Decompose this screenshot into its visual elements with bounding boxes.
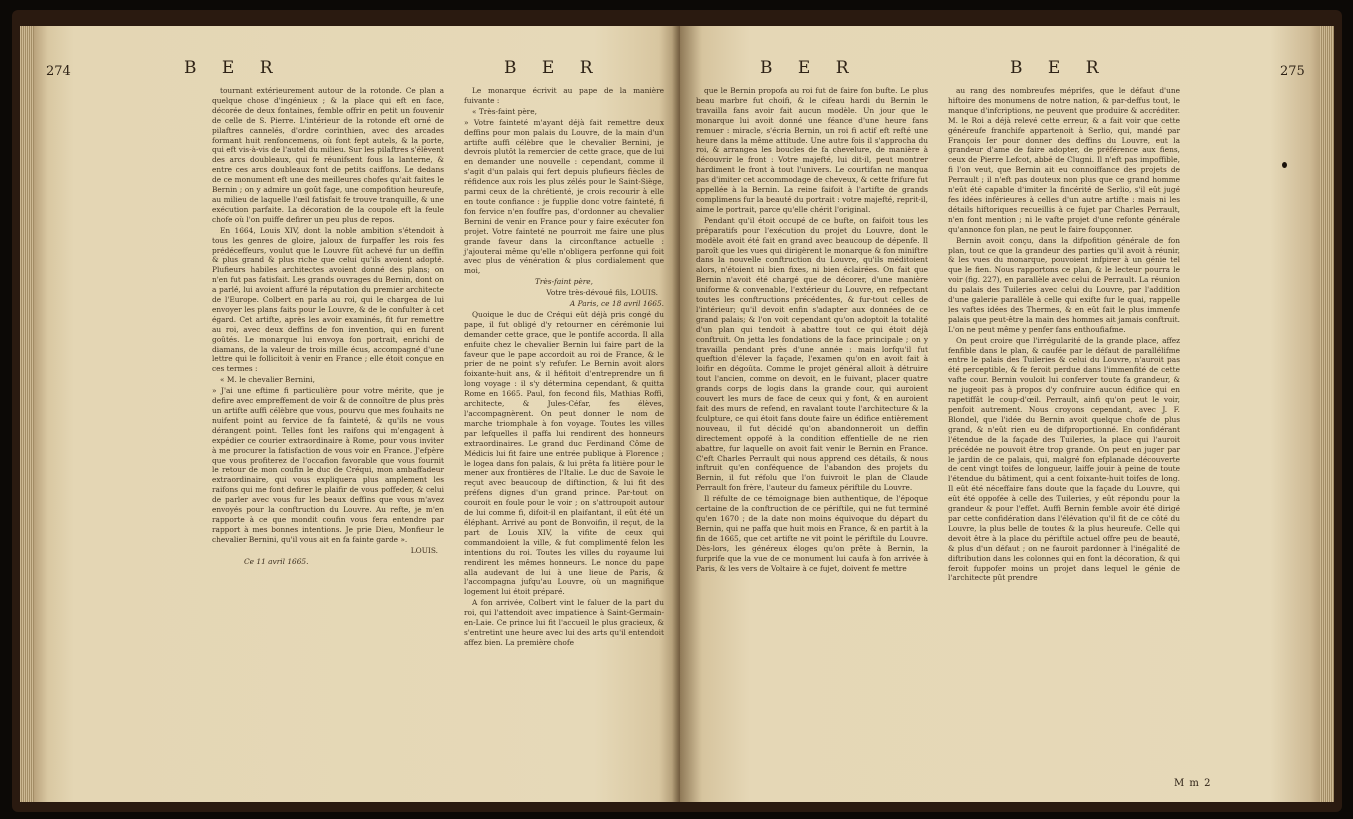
letter-date: A Paris, ce 18 avril 1665. bbox=[569, 299, 664, 309]
paragraph: Quoique le duc de Créqui eût déjà pris congé du pape, il fut obligé d'y retourner en cérémonie lui demander cette grace, que le pontife accorda. Il alla enfuite chez le chevalier Bernin lui faire part de la faveur que le pape accordoit au roi de France, & le prier de ne point s'y refufer. Le Bernin avoit alors foixante-huit ans, & il héfitoit d'entreprendre un fi long voyage : il s'y détermina cependant, & quitta Rome en 1665. Paul, fon fecond fils, Mathias Roffi, architecte, & Jules-Céfar, fes élèves, l'accompagnèrent. On peut donner le nom de marche triomphale à fon voyage. Toutes les villes par lefquelles il paffa lui rendirent des honneurs extraordinaires. Le grand duc Ferdinand Côme de Médicis lui fit faire une entrée publique à Florence ; le logea dans fon palais, & lui prêta fa litière pour le mener aux frontières de l'Italie. Le duc de Savoie le reçut avec beaucoup de diftinction, & lui fit des préfens dignes d'un grand prince. Par-tout on couroit en foule pour le voir ; on s'attroupoit autour de lui comme fi, difoit-il en plaifantant, il eût été un éléphant. Arrivé au pont de Bonvoifin, il reçut, de la part de Louis XIV, la vifite de ceux qui commandoient la ville, & fut complimenté felon les intentions du roi. Toutes les villes du royaume lui rendirent les mêmes honneurs. Le nonce du pape alla audevant de lui à une lieue de Paris, & l'accompagna jufqu'au Louvre, où un magnifique logement lui étoit préparé. bbox=[464, 309, 664, 597]
paragraph: En 1664, Louis XIV, dont la noble ambition s'étendoit à tous les genres de gloire, jaloux de furpaffer les rois fes prédéceffeurs, voulut que le Louvre fût achevé fur un deffin & plus grand & plus riche que celui qu'ils avoient adopté. Plufieurs habiles architectes avoient donné des plans; on n'en fut pas fatisfait. Les grands ouvrages du Bernin, dont on a parlé, lui avoient affuré la réputation du premier architecte de l'Europe. Colbert en parla au roi, qui le chargea de lui envoyer les plans faits pour le Louvre, & de le confulter à cet égard. Cet artifte, après les avoir examinés, fit fur remettre au roi, avec deux deffins de fon invention, qui en furent goûtés. Le monarque lui envoya fon portrait, enrichi de diamans, de la valeur de trois mille écus, accompagné d'une lettre qui le follicitoit à venir en France ; elle étoit conçue en ces termes : bbox=[212, 225, 444, 374]
right-column-1 bbox=[696, 86, 928, 574]
page-edges-right bbox=[1320, 26, 1334, 802]
left-column-2 bbox=[464, 86, 664, 649]
letter-text: » J'ai une eftime fi particulière pour votre mérite, que je defire avec empreffement de voir & de connoître de plus près un artifte auffi célèbre que vous, pourvu que mes fouhaits ne nuifent point au fervice de fa fainteté, & qu'ils ne vous dérangent point. Telles font les raifons qui m'engagent à expédier ce courier extraordinaire à Rome, pour vous inviter à me procurer la fatisfaction de vous voir en France. J'efpère que vous profiterez de l'occafion favorable que vous fournit le retour de mon coufin le duc de Créqui, mon ambaffadeur extraordinaire, qui vous expliquera plus amplement les raifons qui me font defirer le plaifir de vous poffeder, & celui de parler avec vous fur les beaux deffins que vous m'avez envoyés pour la conftruction du Louvre. Au refte, je m'en rapporte à ce que mondit coufin vous fera entendre par rapport à mes bonnes intentions. Je prie Dieu, Monfieur le chevalier Bernini, qu'il vous ait en fa fainte garde ». bbox=[212, 386, 444, 544]
letter-text: » Votre fainteté m'ayant déjà fait remettre deux deffins pour mon palais du Louvre, de la main d'un artifte auffi célèbre que le chevalier Bernini, je devrois plutôt la remercier de cette grace, que de lui en demander une nouvelle : cependant, comme il s'agit d'un palais qui fert depuis plufieurs fiècles de réfidence aux rois les plus zélés pour le Saint-Siège, parmi ceux de la chrétienté, je crois recourir à elle en toute confiance : je fupplie donc votre fainteté, fi fon fervice n'en fouffre pas, d'ordonner au chevalier Bernini de venir en France pour y faire exécuter fon projet. Votre fainteté ne pourroit me faire une plus grande faveur dans la circonftance actuelle : j'ajouterai même qu'elle n'obligera perfonne qui foit avec plus de vénération & plus cordialement que moi, bbox=[464, 117, 664, 276]
paragraph: au rang des nombreufes méprifes, que le défaut d'une hiftoire des monumens de notre nation, & par-deffus tout, le manque d'infcriptions, ne peuvent que produire & accréditer. M. le Roi a déjà relevé cette erreur, & a fait voir que cette généreufe franchife appartenoit à Serlio, qui, mandé par François Ier pour donner des deffins du Louvre, eut la grandeur d'ame de faire adopter, de préférence aux fiens, ceux de Pierre Lefcot, abbé de Clugni. Il n'eft pas impoffible, fi l'on veut, que Bernin ait eu connoiffance des projets de Perrault ; il n'eft pas douteux non plus que ce grand homme n'eût été capable d'imiter la fincérité de Serlio, s'il eût jugé fes idées inférieures à celles d'un autre artifte : mais ni les détails hiftoriques recueillis à ce fujet par Charles Perrault, n'en font mention ; ni le vafte projet d'une refonte générale qu'annonce fon plan, ne peut le faire foupçonner. bbox=[948, 86, 1180, 234]
right-column-2 bbox=[948, 86, 1180, 584]
paragraph: Il réfulte de ce témoignage bien authentique, de l'époque certaine de la conftruction de ce périftile, qui ne fut terminé qu'en 1670 ; de la date non moins équivoque du départ du Bernin, qui ne paffa que huit mois en France, & en partit à la fin de 1665, que cet artifte ne vit point le périftile du Louvre. Dès-lors, les généreux éloges qu'on prête à Bernin, la furprife que la vue de ce monument lui caufa à fon arrivée à Paris, & les vers de Voltaire à ce fujet, doivent fe mettre bbox=[696, 494, 928, 573]
signature: Votre très-dévoué fils, LOUIS. bbox=[546, 288, 658, 298]
right-running-header-2: B E R bbox=[1010, 58, 1109, 78]
left-page bbox=[34, 26, 682, 802]
paragraph: tournant extérieurement autour de la rotonde. Ce plan a quelque chose d'ingénieux ; & la place qui eft en face, décorée de deux fontaines, femble offrir en petit un fouvenir de celle de S. Pierre. L'intérieur de la rotonde eft orné de pilaftres cannelés, d'ordre corinthien, avec des arcades formant huit renfoncemens, où font fept autels, & la porte, qui eft vis-à-vis de l'autel du milieu. Sur les pilaftres s'élèvent des arcs doubleaux, qui fe réunifsent fous la lanterne, & entre ces arcs doubleaux font de petits caiffons. Le dedans de ce monument eft une des meilleures chofes qu'ait faites le Bernin ; on y admire un goût fage, une compofition heureufe, au milieu de laquelle l'œil fatisfait fe trouve tranquille, & une exécution parfaite. La décoration de la coupole eft la feule chofe où l'on puiffe defirer un peu plus de repos. bbox=[212, 86, 444, 224]
left-running-header-1: B E R bbox=[184, 58, 283, 78]
ink-spot bbox=[1282, 162, 1287, 168]
salutation: « Très-faint père, bbox=[472, 106, 537, 116]
right-running-header-1: B E R bbox=[760, 58, 859, 78]
printer-signature-mark: M m 2 bbox=[1174, 778, 1212, 789]
page-edges-left bbox=[20, 26, 34, 802]
right-page bbox=[680, 26, 1320, 802]
paragraph: que le Bernin propofa au roi fut de faire fon bufte. Le plus beau marbre fut choifi, & le cifeau hardi du Bernin le travailla fans avoir fait aucun modèle. Un jour que le monarque lui avoit donné une féance d'une heure fans remuer : miracle, s'écria Bernin, un roi fi actif eft refté une heure dans la même attitude. Une autre fois il s'approcha du roi, & arrangea les boucles de fa chevelure, de manière à découvrir le front : Votre majefté, lui dit-il, peut montrer hardiment le front à tout l'univers. Le courtifan ne manqua pas d'imiter cet accommodage de cheveux, & cette frifure fut appellée à la Bernin. La reine faifoit à l'artifte de grands complimens fur la beauté du portrait : votre majefté, reprit-il, aime le portrait, parce qu'elle chérit l'original. bbox=[696, 86, 928, 214]
paragraph: On peut croire que l'irrégularité de la grande place, affez fenfible dans le plan, & caufée par le défaut de parallélifme entre le palais des Tuileries & celui du Louvre, n'auroit pas été perceptible, & fe feroit perdue dans l'immenfité de cette vafte cour. Bernin vouloit lui conferver toute fa grandeur, & ne jugeoit pas à propos d'y confruire aucun édifice qui en rapetiffât le coup-d'œil. Perrault, ainfi qu'on peut le voir, penfoit autrement. Nous croyons cependant, avec J. F. Blondel, que l'idée du Bernin avoit quelque chofe de plus grand, & n'eût rien eu de difproportionné. En confidérant l'étendue de la façade des Tuileries, la place qui l'auroit précédée ne pouvoit être trop grande. On peut en juger par le jardin de ce palais, qui, malgré fon efplanade découverte de cent vingt toifes de longueur, laiffe jouir à peine de toute l'étendue du bâtiment, qui a cent foixante-huit toifes de long. Il eût été néceffaire fans doute que la façade du Louvre, qui eût été oppofée à celle des Tuileries, y eût répondu pour la grandeur & pour l'effet. Auffi Bernin femble avoir été dirigé par cette confidération dans l'élévation qu'il fit de ce côté du Louvre, la plus belle de toutes & la plus heureufe. Celle qui devoit être à la place du périftile actuel offre peu de beauté, & plus d'un défaut ; on ne fauroit pardonner à l'inégalité de diftribution dans les colonnes qui en font la décoration, & qui feroit fuppofer moins un projet dans lequel le génie de l'architecte pût prendre bbox=[948, 335, 1180, 583]
paragraph: Pendant qu'il étoit occupé de ce bufte, on faifoit tous les préparatifs pour l'exécution du projet du Louvre, dont le modèle avoit été fait en grand avec beaucoup de dépenfe. Il paroît que les vues qui dirigèrent le monarque & fon miniftre dans la nouvelle conftruction du Louvre, qu'ils méditoient alors, n'étoient ni bien fixes, ni bien éclairées. On fait que Bernin n'avoit été chargé que de décorer, d'une manière uniforme & convenable, l'extérieur du Louvre, en refpectant toutes les conftructions précédentes, & fur-tout celles de l'intérieur; qu'il devoit enfin s'adapter aux données de ce grand palais; & l'on voit cependant qu'on adoptoit la totalité d'un plan qui tendoit à abattre tout ce qui étoit déjà conftruit. On jetta les fondations de la face principale ; on y travailla pendant près d'une année : mais lorfqu'il fut queftion d'élever la façade, l'examen qu'on en avoit fait à loifir en dégoûta. Comme le projet général alloit à détruire tout l'ancien, comme on devoit, en le fuivant, placer quatre grands corps de logis dans la grande cour, qui auroient couvert les murs de face de ceux qui y font, & en auroient fait des murs de refend, en ravalant toute l'architecture & la fculpture, ce qui étoit fans doute faire un édifice entièrement nouveau, il fut décidé qu'on abandonneroit un deffin directement oppofé à la condition effentielle de ne rien abattre, fur laquelle on avoit fait venir le Bernin en France. C'eft Charles Perrault qui nous apprend ces détails, & nous inftruit qu'en conféquence de l'abandon des projets du Bernin, il fut réfolu que l'on fuivroit le plan de Claude Perrault fon frère, l'auteur du fameux périftile du Louvre. bbox=[696, 215, 928, 493]
left-running-header-2: B E R bbox=[504, 58, 603, 78]
signature: LOUIS. bbox=[410, 545, 438, 555]
paragraph: Bernin avoit conçu, dans la difpofition générale de fon plan, tout ce que la grandeur des parties qu'il avoit à réunir, & les vues du monarque, pouvoient infpirer à un génie tel que le fien. Nous rapportons ce plan, & le lecteur pourra le voir (fig. 227), en parallèle avec celui de Perrault. La réunion du palais des Tuileries avec celui du Louvre, par l'addition d'une galerie parallèle à celle qui exifte fur le quai, rappelle les vaftes idées des Thermes, & en eût fait le plus immenfe palais que peut-être la main des hommes ait jamais conftruit. L'on ne peut même y penfer fans enthoufiafme. bbox=[948, 235, 1180, 334]
paragraph: Le monarque écrivit au pape de la manière fuivante : bbox=[464, 86, 664, 105]
paragraph: A fon arrivée, Colbert vint le faluer de la part du roi, qui l'attendoit avec impatience à Saint-Germain-en-Laie. Ce prince lui fit l'accueil le plus gracieux, & s'entretint une heure avec lui des arts qu'il entendoit affez bien. La première chofe bbox=[464, 598, 664, 647]
right-page-number: 275 bbox=[1280, 64, 1305, 79]
left-column-1 bbox=[212, 86, 444, 568]
left-page-number: 274 bbox=[46, 64, 71, 79]
letter-date: Ce 11 avril 1665. bbox=[244, 556, 309, 566]
book-spread bbox=[12, 10, 1342, 812]
closing: Très-faint père, bbox=[534, 277, 594, 287]
paragraph: « M. le chevalier Bernini, bbox=[220, 375, 315, 385]
